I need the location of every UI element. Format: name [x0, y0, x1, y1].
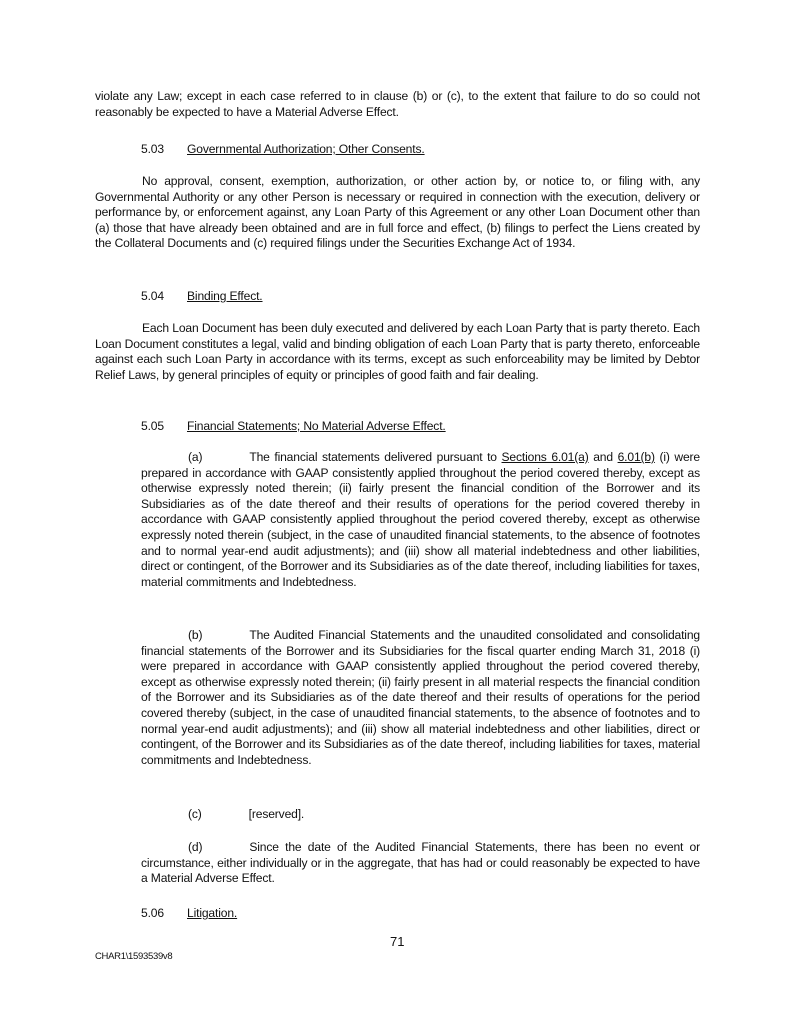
section-number: 5.05 [141, 419, 164, 433]
subsection-label: (b) [188, 628, 203, 642]
section-heading-5-03 [141, 142, 425, 157]
section-title: Litigation. [187, 906, 238, 920]
section-body-5-03: No approval, consent, exemption, authorization, or other action by, or notice to, or filing with, any Governmental Authority or any other Person is necessary or required in connection with the execution, delivery or performance by, or enforcement against, any Loan Party of this Agreement or any other Loan Document other than (a) those that have already been obtained and are in full force and effect, (b) filings to perfect the Liens created by the Collateral Documents and (c) required filings under the Securities Exchange Act of 1934. [95, 174, 700, 251]
subsection-5-05-d: (d) Since the date of the Audited Financial Statements, there has been no event or circumstance, either individually or in the aggregate, that has had or could reasonably be expected to have a Material Adverse Effect. [141, 840, 700, 886]
section-number: 5.03 [141, 142, 164, 156]
section-heading-5-06 [141, 906, 237, 921]
subsection-label: (c) [188, 807, 202, 821]
section-title: Governmental Authorization; Other Consents. [187, 142, 425, 156]
section-heading-5-05 [141, 419, 446, 434]
section-number: 5.06 [141, 906, 164, 920]
subsection-5-05-b: (b) The Audited Financial Statements and the unaudited consolidated and consolidating financial statements of the Borrower and its Subsidiaries for the fiscal quarter ending March 31, 2018 (i) were prepared in accordance with GAAP consistently applied throughout the period covered thereby, except as otherwise expressly noted therein; (ii) fairly present in all material respects the financial condition of the Borrower and its Subsidiaries as of the date thereof and their results of operations for the period covered thereby (subject, in the case of unaudited financial statements, to the absence of footnotes and to normal year-end audit adjustments); and (iii) show all material indebtedness and other liabilities, direct or contingent, of the Borrower and its Subsidiaries as of the date thereof, including liabilities for taxes, material commitments and Indebtedness. [141, 628, 700, 767]
intro-paragraph: violate any Law; except in each case referred to in clause (b) or (c), to the extent that failure to do so could not reasonably be expected to have a Material Adverse Effect. [95, 89, 700, 119]
cross-reference-link: Sections 6.01(a) [501, 450, 589, 464]
section-title: Binding Effect. [187, 289, 263, 303]
cross-reference-link: 6.01(b) [617, 450, 655, 464]
section-body-5-04: Each Loan Document has been duly executed and delivered by each Loan Party that is party thereto. Each Loan Document constitutes a legal, valid and binding obligation of each Loan Party that is party thereto, enforceable against each such Loan Party in accordance with its terms, except as such enforceability may be limited by Debtor Relief Laws, by general principles of equity or principles of good faith and fair dealing. [95, 321, 700, 382]
section-title: Financial Statements; No Material Adverse Effect. [187, 419, 446, 433]
section-heading-5-04 [141, 289, 263, 304]
document-id: CHAR1\1593539v8 [95, 951, 173, 962]
subsection-5-05-c: (c) [reserved]. [188, 807, 305, 821]
subsection-label: (a) [188, 450, 203, 464]
section-number: 5.04 [141, 289, 164, 303]
page-number: 71 [390, 934, 405, 949]
subsection-5-05-a: (a) The financial statements delivered pursuant to Sections 6.01(a) and 6.01(b) (i) were prepared in accordance with GAAP consistently applied throughout the period covered thereby, except as otherwise expressly noted therein; (ii) fairly present the financial condition of the Borrower and its Subsidiaries as of the date thereof and their results of operations for the period covered thereby in accordance with GAAP consistently applied throughout the period covered thereby, except as otherwise expressly noted therein (subject, in the case of unaudited financial statements, to the absence of footnotes and to normal year-end audit adjustments); and (iii) show all material indebtedness and other liabilities, direct or contingent, of the Borrower and its Subsidiaries as of the date thereof, including liabilities for taxes, material commitments and Indebtedness. [141, 450, 701, 589]
subsection-label: (d) [188, 840, 203, 854]
